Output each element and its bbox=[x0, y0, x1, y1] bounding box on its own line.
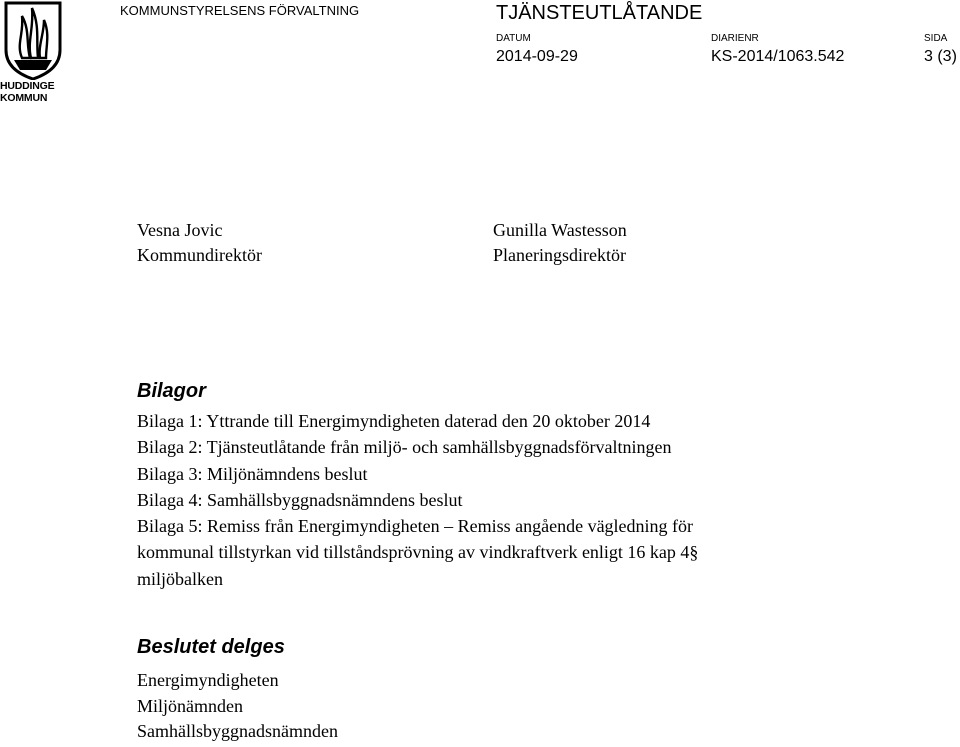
attachment-item: miljöbalken bbox=[137, 568, 223, 589]
attachment-item: Bilaga 3: Miljönämndens beslut bbox=[137, 463, 368, 484]
signatory-name: Gunilla Wastesson bbox=[493, 220, 627, 240]
recipient: Miljönämnden bbox=[137, 695, 243, 716]
attachment-item: Bilaga 1: Yttrande till Energimyndigheten daterad den 20 oktober 2014 bbox=[137, 411, 651, 431]
municipal-crest-flame-icon bbox=[0, 0, 66, 80]
signatory-name: Vesna Jovic bbox=[137, 220, 223, 240]
signatory-title: Kommundirektör bbox=[137, 245, 262, 265]
attachment-item: Bilaga 5: Remiss från Energimyndigheten – Remiss angående vägledning för bbox=[137, 516, 694, 537]
attachments-list bbox=[137, 408, 857, 592]
date-label: DATUM bbox=[496, 33, 531, 44]
reference-label: DIARIENR bbox=[711, 33, 759, 44]
attachment-item: Bilaga 2: Tjänsteutlåtande från miljö- och samhällsbyggnadsförvaltningen bbox=[137, 437, 672, 458]
logo-name-line1: HUDDINGE bbox=[0, 80, 55, 92]
organization-name: KOMMUNSTYRELSENS FÖRVALTNING bbox=[120, 3, 360, 18]
distribution-list bbox=[137, 668, 338, 745]
signature-block bbox=[493, 218, 627, 268]
distribution-heading: Beslutet delges bbox=[137, 636, 285, 658]
logo-name-line2: KOMMUN bbox=[0, 92, 48, 104]
attachment-item: Bilaga 4: Samhällsbyggnadsnämndens beslut bbox=[137, 489, 463, 510]
date-value: 2014-09-29 bbox=[496, 48, 578, 65]
page-label: SIDA bbox=[924, 33, 948, 44]
document-type: TJÄNSTEUTLÅTANDE bbox=[496, 2, 703, 24]
recipient: Samhällsbyggnadsnämnden bbox=[137, 721, 338, 741]
attachments-heading: Bilagor bbox=[137, 380, 206, 402]
attachment-item: kommunal tillstyrkan vid tillståndsprövning av vindkraftverk enligt 16 kap 4§ bbox=[137, 542, 699, 563]
logo-wordmark bbox=[0, 80, 66, 104]
signature-block bbox=[137, 218, 262, 268]
municipality-logo bbox=[0, 0, 66, 108]
signatory-title: Planeringsdirektör bbox=[493, 245, 626, 265]
reference-value: KS-2014/1063.542 bbox=[711, 48, 845, 65]
recipient: Energimyndigheten bbox=[137, 670, 279, 690]
page-value: 3 (3) bbox=[924, 48, 957, 65]
